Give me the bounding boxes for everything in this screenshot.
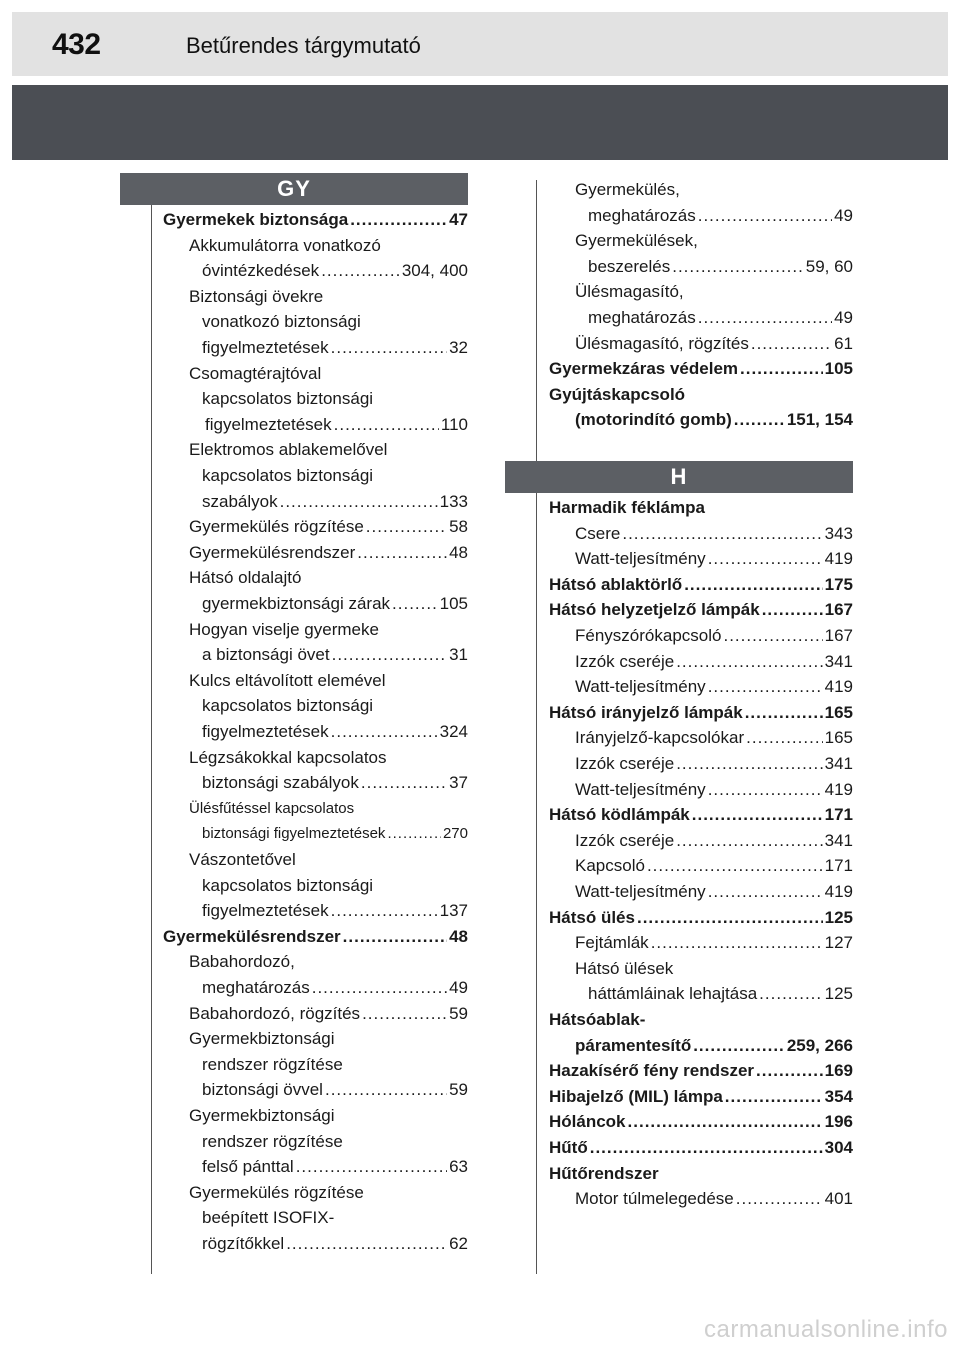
leader-dots	[708, 674, 823, 700]
index-entry-page: 419	[824, 779, 853, 799]
index-entry	[575, 879, 853, 905]
leader-dots	[762, 597, 823, 623]
leader-dots	[366, 514, 447, 540]
index-entry-text: Gyermekülések,	[575, 231, 698, 251]
index-entry-text: Hűtőrendszer	[549, 1163, 659, 1183]
index-entry-text: Gyermekek biztonsága	[163, 210, 349, 229]
index-entry-text: Hátsó ablaktörlő	[549, 574, 683, 594]
index-entry	[575, 956, 853, 982]
index-entry-text: Kapcsoló	[575, 856, 645, 876]
section-header-gy: GY	[120, 173, 468, 205]
index-entry	[189, 745, 468, 771]
index-entry-page: 169	[824, 1061, 853, 1081]
leader-dots	[331, 898, 438, 924]
leader-dots	[693, 1033, 785, 1059]
index-entry	[549, 700, 853, 726]
leader-dots	[651, 930, 823, 956]
index-entry	[202, 335, 468, 361]
index-entry-text: rögzítőkkel	[202, 1234, 285, 1253]
leader-dots	[296, 1154, 447, 1180]
index-entry-page: 419	[824, 882, 853, 901]
index-entry-page: 31	[449, 645, 468, 665]
index-entry	[202, 386, 468, 412]
index-entry-text: Watt-teljesítmény	[575, 549, 706, 569]
index-entry-text: Izzók cseréje	[575, 651, 675, 671]
middle-column-rule	[536, 180, 537, 1274]
index-entry-text: Ülésmagasító,	[575, 282, 684, 302]
index-entry-page: 37	[449, 773, 468, 793]
index-entry-page: 324	[439, 722, 468, 741]
leader-dots	[751, 331, 832, 357]
leader-dots	[698, 305, 832, 331]
index-entry-page: 105	[824, 359, 853, 379]
index-entry-text: Hibajelző (MIL) lámpa	[549, 1086, 723, 1106]
index-entry	[549, 356, 853, 382]
index-entry	[202, 1231, 468, 1257]
index-entry-text: Biztonsági övekre	[189, 286, 324, 306]
index-entry	[549, 597, 853, 623]
watermark: carmanualsonline.info	[704, 1316, 948, 1343]
index-entry-page: 171	[824, 805, 853, 825]
index-entry	[549, 1135, 853, 1161]
index-entry-page: 59, 60	[805, 256, 853, 276]
index-entry-text: Kulcs eltávolított elemével	[189, 670, 386, 690]
index-entry-text: Gyermekülés rögzítése	[189, 1182, 364, 1202]
index-entry-text: Gyermekülés rögzítése	[189, 517, 364, 537]
leader-dots	[362, 1001, 447, 1027]
index-entry-page: 304, 400	[401, 261, 468, 281]
index-entry	[588, 981, 853, 1007]
index-entry-text: Gyermekülés,	[575, 180, 680, 199]
index-entry-text: Motor túlmelegedése	[575, 1189, 734, 1209]
index-entry-text: Csomagtérajtóval	[189, 363, 322, 383]
leader-dots	[746, 725, 822, 751]
index-entry	[202, 309, 468, 335]
index-entry	[205, 412, 468, 438]
index-entry	[575, 725, 853, 751]
index-entry-page: 49	[449, 978, 468, 997]
index-entry-page: 133	[439, 491, 468, 511]
index-entry-text: Hátsó ülés	[549, 907, 635, 927]
index-entry-text: beépített ISOFIX-	[202, 1208, 335, 1228]
index-entry-text: Babahordozó, rögzítés	[189, 1003, 361, 1023]
index-entry	[189, 1001, 468, 1027]
index-entry-page: 105	[439, 594, 468, 613]
index-entry	[163, 207, 468, 233]
leader-dots	[387, 821, 441, 847]
index-entry-text: Hátsó irányjelző lámpák	[549, 702, 743, 722]
index-entry	[202, 1129, 468, 1155]
index-entry-page: 125	[824, 907, 853, 927]
index-entry-text: Hátsó helyzetjelző lámpák	[549, 600, 760, 620]
index-entry-page: 165	[824, 728, 853, 748]
index-entry	[189, 1026, 468, 1052]
index-entry-text: Akkumulátorra vonatkozó	[189, 235, 381, 255]
left-column-rule	[151, 180, 152, 1274]
index-entry-page: 48	[449, 542, 468, 562]
leader-dots	[357, 540, 447, 566]
leader-dots	[628, 1109, 823, 1135]
index-entry-text: páramentesítő	[575, 1035, 692, 1055]
index-entry-text: beszerelés	[588, 256, 671, 276]
index-entry-page: 127	[824, 933, 853, 953]
index-entry	[549, 1058, 853, 1084]
leader-dots	[334, 412, 439, 438]
index-entry	[189, 796, 468, 822]
index-entry	[202, 1052, 468, 1078]
leader-dots	[343, 924, 447, 950]
index-entry	[202, 873, 468, 899]
leader-dots	[676, 828, 822, 854]
index-entry-text: Csere	[575, 523, 621, 543]
index-entry-page: 341	[824, 651, 853, 671]
index-entry-text: Hűtő	[549, 1138, 588, 1157]
index-entry-page: 47	[449, 210, 468, 229]
index-entry-page: 125	[824, 984, 853, 1004]
index-entry-text: Hátsó ülések	[575, 958, 674, 978]
index-entry-text: vonatkozó biztonsági	[202, 312, 361, 332]
index-entry	[575, 751, 853, 777]
index-entry	[588, 203, 853, 229]
leader-dots	[350, 207, 447, 233]
index-entry-text: Gyermekülésrendszer	[189, 542, 356, 562]
leader-dots	[325, 1077, 447, 1103]
index-entry-text: Watt-teljesítmény	[575, 882, 706, 901]
leader-dots	[756, 1058, 823, 1084]
leader-dots	[622, 521, 822, 547]
index-entry-page: 48	[449, 926, 468, 946]
index-entry	[575, 649, 853, 675]
section-header-h: H	[505, 461, 853, 493]
index-entry	[189, 1103, 468, 1129]
index-entry	[575, 777, 853, 803]
index-entry-text: Watt-teljesítmény	[575, 677, 706, 697]
index-entry	[202, 463, 468, 489]
leader-dots	[736, 1186, 823, 1212]
leader-dots	[745, 700, 823, 726]
index-entry-text: Harmadik féklámpa	[549, 498, 705, 517]
index-entry	[575, 623, 853, 649]
header-bar	[12, 12, 948, 76]
index-entry-page: 304	[824, 1138, 853, 1157]
index-entry-page: 61	[834, 333, 853, 353]
index-entry	[549, 1007, 853, 1033]
index-entry-text: meghatározás	[588, 205, 696, 225]
index-entry	[189, 437, 468, 463]
index-entry	[549, 1084, 853, 1110]
index-entry-text: Gyermekzáras védelem	[549, 359, 739, 379]
index-entry	[575, 279, 853, 305]
index-entry-text: meghatározás	[588, 308, 696, 327]
index-entry-text: figyelmeztetések	[202, 901, 329, 921]
index-entry-page: 354	[824, 1086, 853, 1106]
index-entry	[575, 1033, 853, 1059]
index-entry	[588, 254, 853, 280]
index-entry-text: Fényszórókapcsoló	[575, 626, 722, 645]
index-entry-text: Gyermekbiztonsági	[189, 1106, 335, 1125]
index-entry-text: biztonsági figyelmeztetések	[202, 825, 386, 843]
leader-dots	[708, 879, 823, 905]
index-entry	[189, 847, 468, 873]
index-entry	[202, 258, 468, 284]
index-entry-page: 58	[449, 517, 468, 537]
index-entry	[549, 1161, 853, 1187]
index-entry-text: Gyermekbiztonsági	[189, 1029, 335, 1049]
index-entry-text: meghatározás	[202, 978, 310, 997]
index-entry	[202, 1205, 468, 1231]
index-entry	[575, 853, 853, 879]
index-entry-text: figyelmeztetések	[202, 722, 329, 741]
index-entry-page: 59	[449, 1003, 468, 1023]
index-entry	[549, 905, 853, 931]
index-entry-text: Vászontetővel	[189, 850, 296, 869]
index-entry-page: 175	[824, 574, 853, 594]
index-entry-text: Babahordozó,	[189, 952, 295, 972]
index-entry-text: Izzók cseréje	[575, 754, 675, 773]
index-entry	[575, 407, 853, 433]
index-entry-page: 341	[824, 830, 853, 850]
index-entry	[189, 540, 468, 566]
index-entry-text: kapcsolatos biztonsági	[202, 466, 374, 485]
page-title: Betűrendes tárgymutató	[186, 33, 421, 58]
index-entry	[189, 668, 468, 694]
index-entry	[575, 177, 853, 203]
index-entry	[202, 1077, 468, 1103]
index-entry-text: figyelmeztetések	[205, 414, 332, 434]
index-entry-text: (motorindító gomb)	[575, 410, 732, 430]
index-entry-text: óvintézkedések	[202, 261, 320, 281]
leader-dots	[672, 254, 804, 280]
index-entry	[575, 828, 853, 854]
leader-dots	[321, 258, 400, 284]
index-entry-text: Gyújtáskapcsoló	[549, 384, 686, 404]
index-entry-page: 63	[449, 1157, 468, 1177]
index-entry-text: Gyermekülésrendszer	[163, 926, 341, 946]
index-entry-page: 62	[449, 1234, 468, 1253]
index-entry	[189, 284, 468, 310]
index-entry-page: 419	[824, 677, 853, 697]
leader-dots	[361, 770, 447, 796]
index-entry	[189, 233, 468, 259]
index-entry-text: Hátsó ködlámpák	[549, 805, 690, 825]
index-entry-page: 167	[824, 600, 853, 620]
index-entry	[202, 898, 468, 924]
index-entry-page: 49	[834, 205, 853, 225]
index-entry-page: 341	[824, 754, 853, 773]
leader-dots	[698, 203, 832, 229]
index-entry-page: 137	[439, 901, 468, 921]
leader-dots	[280, 489, 438, 515]
index-entry	[202, 770, 468, 796]
index-entry	[575, 674, 853, 700]
index-entry	[202, 821, 468, 847]
leader-dots	[332, 642, 447, 668]
index-entry-page: 270	[442, 825, 468, 843]
index-entry-text: gyermekbiztonsági zárak	[202, 594, 391, 613]
index-entry-page: 401	[824, 1189, 853, 1209]
index-entry	[575, 930, 853, 956]
leader-dots	[312, 975, 447, 1001]
index-entry	[575, 1186, 853, 1212]
index-entry	[575, 546, 853, 572]
leader-dots	[331, 719, 438, 745]
index-entry-text: biztonsági szabályok	[202, 773, 359, 793]
index-entry-text: Hogyan viselje gyermeke	[189, 619, 379, 639]
index-entry	[202, 975, 468, 1001]
index-entry-text: Hátsóablak-	[549, 1010, 646, 1029]
leader-dots	[331, 335, 447, 361]
index-entry	[202, 591, 468, 617]
leader-dots	[692, 802, 823, 828]
leader-dots	[286, 1231, 447, 1257]
index-entry-text: Ülésmagasító, rögzítés	[575, 333, 749, 353]
index-entry	[202, 1154, 468, 1180]
index-entry	[549, 382, 853, 408]
index-entry-text: kapcsolatos biztonsági	[202, 875, 374, 895]
page-number: 432	[52, 28, 101, 61]
index-entry-text: rendszer rögzítése	[202, 1131, 343, 1151]
index-entry	[202, 489, 468, 515]
index-entry-text: háttámláinak lehajtása	[588, 984, 758, 1004]
leader-dots	[708, 546, 823, 572]
index-entry	[575, 228, 853, 254]
index-entry-page: 343	[824, 523, 853, 543]
index-entry-text: figyelmeztetések	[202, 338, 329, 357]
index-entry	[189, 565, 468, 591]
leader-dots	[684, 572, 822, 598]
index-entry	[189, 1180, 468, 1206]
index-entry-text: Ülésfűtéssel kapcsolatos	[189, 799, 355, 817]
index-entry	[549, 572, 853, 598]
index-entry-text: Watt-teljesítmény	[575, 779, 706, 799]
leader-dots	[734, 407, 785, 433]
index-entry	[189, 617, 468, 643]
index-entry-text: Hóláncok	[549, 1112, 626, 1132]
leader-dots	[740, 356, 823, 382]
index-entry-text: Hátsó oldalajtó	[189, 568, 302, 588]
index-entry	[189, 514, 468, 540]
index-entry-page: 59	[449, 1080, 468, 1100]
leader-dots	[676, 649, 822, 675]
index-entry-text: kapcsolatos biztonsági	[202, 696, 374, 716]
index-entry-text: Légzsákokkal kapcsolatos	[189, 747, 387, 767]
header-band	[12, 85, 948, 160]
index-entry-page: 151, 154	[786, 410, 853, 430]
leader-dots	[708, 777, 823, 803]
index-entry-text: a biztonsági övet	[202, 645, 330, 665]
index-entry-text: felső pánttal	[202, 1157, 294, 1177]
leader-dots	[676, 751, 822, 777]
index-entry-text: Hazakísérő fény rendszer	[549, 1061, 755, 1081]
index-entry	[202, 719, 468, 745]
index-entry-page: 196	[824, 1112, 853, 1132]
index-entry	[189, 949, 468, 975]
index-entry-page: 167	[824, 626, 853, 645]
index-entry-page: 171	[824, 856, 853, 876]
index-entry-text: Elektromos ablakemelővel	[189, 440, 388, 460]
index-entry	[202, 642, 468, 668]
index-entry-page: 259, 266	[786, 1035, 853, 1055]
index-entry-text: Fejtámlák	[575, 933, 649, 953]
index-entry-text: rendszer rögzítése	[202, 1054, 343, 1074]
index-entry-text: biztonsági övvel	[202, 1080, 323, 1100]
index-entry	[549, 495, 853, 521]
leader-dots	[725, 1084, 823, 1110]
leader-dots	[759, 981, 822, 1007]
index-entry-text: Irányjelző-kapcsolókar	[575, 728, 745, 748]
index-entry	[575, 521, 853, 547]
index-entry-page: 32	[449, 338, 468, 357]
index-entry-page: 419	[824, 549, 853, 569]
leader-dots	[637, 905, 823, 931]
leader-dots	[392, 591, 438, 617]
index-entry-page: 165	[824, 702, 853, 722]
index-entry	[202, 693, 468, 719]
leader-dots	[723, 623, 822, 649]
index-entry	[588, 305, 853, 331]
index-entry	[575, 331, 853, 357]
leader-dots	[590, 1135, 823, 1161]
index-entry	[549, 1109, 853, 1135]
index-entry-text: Izzók cseréje	[575, 830, 675, 850]
index-entry-text: szabályok	[202, 491, 278, 511]
index-entry	[189, 361, 468, 387]
index-entry	[549, 802, 853, 828]
index-entry-page: 110	[440, 414, 468, 434]
leader-dots	[647, 853, 823, 879]
index-entry-page: 49	[834, 308, 853, 327]
index-entry	[163, 924, 468, 950]
index-entry-text: kapcsolatos biztonsági	[202, 389, 374, 409]
